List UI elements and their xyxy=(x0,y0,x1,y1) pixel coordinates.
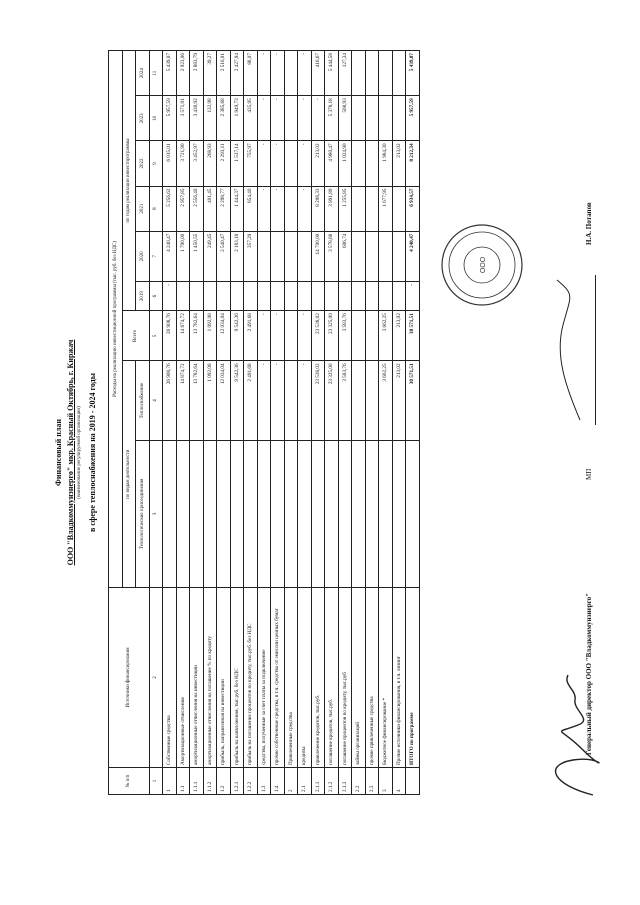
source-name-cell: Привлеченные средства xyxy=(284,588,298,768)
year-header: 2023 xyxy=(136,96,150,141)
value-cell: 1 092,08 xyxy=(203,311,217,361)
finance-table xyxy=(108,50,420,795)
col-number: 6 xyxy=(149,281,163,310)
value-cell: 1 677,95 xyxy=(379,186,393,231)
year-header: 2024 xyxy=(136,51,150,96)
signer-position: Генеральный директор ООО "Владкоммунэнерго" xyxy=(585,592,593,755)
value-cell xyxy=(217,440,231,587)
value-cell xyxy=(298,440,312,587)
value-cell: 2 491,68 xyxy=(244,361,258,440)
row-number-cell: 2.1 xyxy=(298,768,312,795)
source-name-cell: прочие привлеченные средства xyxy=(365,588,379,768)
col-number: 8 xyxy=(149,186,163,231)
row-number-cell xyxy=(406,768,420,795)
source-name-cell: погашение процентов по кредиту, тыс.руб xyxy=(338,588,352,768)
value-cell: 30 571,51 xyxy=(406,311,420,361)
col-number: 7 xyxy=(149,231,163,281)
value-cell xyxy=(379,51,393,96)
value-cell: - xyxy=(271,96,285,141)
value-cell: - xyxy=(271,361,285,440)
value-cell xyxy=(271,281,285,310)
value-cell xyxy=(244,281,258,310)
value-cell: 26 908,76 xyxy=(163,311,177,361)
activity-group-header: по видам деятельности xyxy=(122,361,136,588)
value-cell: - xyxy=(298,96,312,141)
value-cell xyxy=(352,281,366,310)
expenses-group-header: Расходы на реализацию инвестиционной программы (тыс. руб. без НДС) xyxy=(109,51,123,588)
value-cell xyxy=(190,281,204,310)
value-cell: 5 439,07 xyxy=(406,51,420,96)
value-cell: - xyxy=(298,141,312,186)
value-cell: 2 183,18 xyxy=(230,231,244,281)
value-cell: 3 662,25 xyxy=(379,311,393,361)
source-name-cell: амортизационные отчисления на погашение % по кредиту xyxy=(203,588,217,768)
value-cell xyxy=(284,96,298,141)
value-cell: 23 538,02 xyxy=(311,361,325,440)
row-number-cell: 1.2.2 xyxy=(244,768,258,795)
table-row xyxy=(190,51,204,795)
value-cell: 1 537,14 xyxy=(230,141,244,186)
row-number-cell: 1.1.2 xyxy=(203,768,217,795)
value-cell: - xyxy=(298,51,312,96)
value-cell: 1 092,08 xyxy=(203,361,217,440)
table-row xyxy=(325,51,339,795)
value-cell xyxy=(311,281,325,310)
value-cell xyxy=(352,141,366,186)
value-cell xyxy=(325,440,339,587)
value-cell: 14 874,72 xyxy=(176,311,190,361)
value-cell: 14 700,00 xyxy=(311,231,325,281)
value-cell xyxy=(338,281,352,310)
value-cell: 249,45 xyxy=(203,231,217,281)
value-cell: 9 542,36 xyxy=(230,361,244,440)
value-cell: 9 542,36 xyxy=(230,311,244,361)
sphere-line: в сфере теплоснабжения на 2019 - 2024 годы xyxy=(88,373,97,532)
row-number-cell: 2.1.1 xyxy=(311,768,325,795)
heat-supply-header: Теплоснабжение xyxy=(136,361,150,440)
value-cell: 39,27 xyxy=(203,51,217,96)
value-cell: - xyxy=(257,141,271,186)
value-cell xyxy=(284,440,298,587)
value-cell: 568,93 xyxy=(338,96,352,141)
value-cell: 3 991,89 xyxy=(325,186,339,231)
value-cell: 13 782,64 xyxy=(190,311,204,361)
value-cell: 606,74 xyxy=(338,231,352,281)
director-signature xyxy=(545,275,585,425)
value-cell: 2 298,77 xyxy=(217,186,231,231)
table-row xyxy=(244,51,258,795)
value-cell: - xyxy=(257,361,271,440)
row-number-cell: 1.2 xyxy=(217,768,231,795)
table-row xyxy=(163,51,177,795)
value-cell: 2 540,47 xyxy=(217,231,231,281)
signer-name: Н.А. Потапов xyxy=(585,202,593,245)
table-row xyxy=(392,51,406,795)
value-cell xyxy=(284,231,298,281)
table-body xyxy=(163,51,420,795)
value-cell: 2 957,85 xyxy=(176,186,190,231)
year-header: 2022 xyxy=(136,141,150,186)
value-cell xyxy=(176,281,190,310)
row-number-cell: 4 xyxy=(392,768,406,795)
row-number-cell: 2.1.3 xyxy=(338,768,352,795)
value-cell: - xyxy=(298,311,312,361)
table-row xyxy=(217,51,231,795)
value-cell: - xyxy=(406,281,420,310)
source-name-cell: прибыль, направленная на инвестиции xyxy=(217,588,231,768)
value-cell: 2 427,94 xyxy=(230,51,244,96)
value-cell xyxy=(244,440,258,587)
value-cell xyxy=(365,96,379,141)
source-name-cell: Прочие источники финансирования, в т.ч. лизинг xyxy=(392,588,406,768)
source-name-cell: Собственные средства xyxy=(163,588,177,768)
value-cell: 416,67 xyxy=(311,51,325,96)
year-header: 2019 xyxy=(136,281,150,310)
value-cell xyxy=(365,440,379,587)
value-cell xyxy=(365,281,379,310)
value-cell: 268,93 xyxy=(203,141,217,186)
row-number-cell: 3 xyxy=(379,768,393,795)
col-number: 1 xyxy=(149,768,163,795)
value-cell: 14 874,72 xyxy=(176,361,190,440)
source-name-cell: прочие собственные средства, в т.ч. средства от эмиссии ценных бумаг xyxy=(271,588,285,768)
table-row xyxy=(203,51,217,795)
value-cell xyxy=(284,186,298,231)
value-cell: - xyxy=(257,51,271,96)
value-cell xyxy=(163,440,177,587)
value-cell: 213,02 xyxy=(311,141,325,186)
source-name-cell: ИТОГО по программе xyxy=(406,588,420,768)
table-row xyxy=(284,51,298,795)
table-row xyxy=(311,51,325,795)
source-name-cell: амортизационные отчисления на инвестиции xyxy=(190,588,204,768)
table-row xyxy=(379,51,393,795)
col-number: 3 xyxy=(149,440,163,587)
value-cell: 2 491,68 xyxy=(244,311,258,361)
table-row xyxy=(352,51,366,795)
value-cell: 8 208,33 xyxy=(311,186,325,231)
value-cell: 401,45 xyxy=(203,186,217,231)
value-cell: 435,95 xyxy=(244,96,258,141)
value-cell: - xyxy=(257,96,271,141)
value-cell xyxy=(257,440,271,587)
table-row xyxy=(338,51,352,795)
years-group-header: по годам реализации инвестпрограммы xyxy=(122,51,136,311)
value-cell: 12 034,04 xyxy=(217,311,231,361)
value-cell: 1 949,73 xyxy=(230,96,244,141)
value-cell: - xyxy=(271,51,285,96)
value-cell: 4 240,47 xyxy=(406,231,420,281)
table-row xyxy=(365,51,379,795)
col-no-header: № п/п xyxy=(109,768,150,795)
value-cell: - xyxy=(257,186,271,231)
col-number: 5 xyxy=(149,311,163,361)
value-cell: 5 957,59 xyxy=(406,96,420,141)
col-source-header: Источники финансирования xyxy=(109,588,150,768)
value-cell xyxy=(352,96,366,141)
value-cell: 2 883,79 xyxy=(190,51,204,96)
col-number: 2 xyxy=(149,588,163,768)
value-cell: 2 385,68 xyxy=(217,96,231,141)
value-cell xyxy=(352,440,366,587)
value-cell: 5 378,18 xyxy=(325,96,339,141)
value-cell: 1 444,37 xyxy=(230,186,244,231)
col-number: 11 xyxy=(149,51,163,96)
value-cell xyxy=(271,440,285,587)
value-cell: 30 571,51 xyxy=(406,361,420,440)
row-number-cell: 1.1 xyxy=(176,768,190,795)
handwritten-signature xyxy=(533,665,613,805)
row-number-cell: 1.3 xyxy=(257,768,271,795)
value-cell: - xyxy=(271,141,285,186)
value-cell xyxy=(230,440,244,587)
row-number-cell: 2.3 xyxy=(365,768,379,795)
row-number-cell: 2.2 xyxy=(352,768,366,795)
value-cell xyxy=(392,281,406,310)
value-cell: - xyxy=(163,281,177,310)
signature-line xyxy=(595,275,596,425)
value-cell xyxy=(284,51,298,96)
value-cell: - xyxy=(298,186,312,231)
source-name-cell: погашение кредитов, тыс.руб. xyxy=(325,588,339,768)
value-cell xyxy=(271,231,285,281)
value-cell xyxy=(379,440,393,587)
value-cell: 2 293,11 xyxy=(217,141,231,186)
value-cell: 5 444,58 xyxy=(325,51,339,96)
value-cell: 5 439,07 xyxy=(163,51,177,96)
value-cell xyxy=(352,186,366,231)
value-cell xyxy=(338,440,352,587)
value-cell xyxy=(257,231,271,281)
value-cell xyxy=(298,231,312,281)
seal-place-label: МП xyxy=(585,468,593,480)
value-cell xyxy=(325,281,339,310)
value-cell xyxy=(365,141,379,186)
company-name: ООО "Владкоммунэнерго" мкр. Красный Октябрь, г. Киржач xyxy=(66,339,75,566)
value-cell xyxy=(298,281,312,310)
company-caption: (наименование регулируемой организации) xyxy=(77,406,82,499)
value-cell xyxy=(365,231,379,281)
row-number-cell: 1.1.1 xyxy=(190,768,204,795)
value-cell xyxy=(365,51,379,96)
value-cell: 5 256,62 xyxy=(163,186,177,231)
value-cell xyxy=(352,361,366,440)
tech-connect-header: Технологические присоединения xyxy=(136,440,150,587)
value-cell: 8 212,34 xyxy=(406,141,420,186)
value-cell: 3 452,97 xyxy=(190,141,204,186)
table-row xyxy=(271,51,285,795)
value-cell: 6 015,01 xyxy=(163,141,177,186)
value-cell xyxy=(217,281,231,310)
source-name-cell: прибыль на капвложения, тыс.руб. без НДС xyxy=(230,588,244,768)
col-number: 4 xyxy=(149,361,163,440)
table-row xyxy=(257,51,271,795)
year-header: 2020 xyxy=(136,231,150,281)
value-cell xyxy=(230,281,244,310)
value-cell: 3 583,76 xyxy=(338,311,352,361)
value-cell: 213,02 xyxy=(392,361,406,440)
value-cell: 4 240,47 xyxy=(163,231,177,281)
value-cell: 3 721,90 xyxy=(176,141,190,186)
value-cell xyxy=(284,141,298,186)
doc-title: Финансовый план xyxy=(54,419,63,486)
value-cell: 3 571,91 xyxy=(176,96,190,141)
value-cell: 4 980,47 xyxy=(325,141,339,186)
value-cell xyxy=(311,440,325,587)
value-cell: 3 438,92 xyxy=(190,96,204,141)
value-cell: 5 957,59 xyxy=(163,96,177,141)
value-cell: 213,02 xyxy=(392,141,406,186)
row-number-cell: 1 xyxy=(163,768,177,795)
value-cell xyxy=(379,281,393,310)
source-name-cell: Амортизационные отчисления xyxy=(176,588,190,768)
value-cell: 6 934,57 xyxy=(406,186,420,231)
value-cell: 3 662,25 xyxy=(379,361,393,440)
value-cell: 23 325,00 xyxy=(325,311,339,361)
value-cell xyxy=(392,231,406,281)
col-number: 9 xyxy=(149,141,163,186)
value-cell xyxy=(352,51,366,96)
value-cell xyxy=(176,440,190,587)
table-row xyxy=(230,51,244,795)
source-name-cell: привлечение кредитов, тыс.руб. xyxy=(311,588,325,768)
value-cell xyxy=(190,440,204,587)
table-row xyxy=(406,51,420,795)
row-number-cell: 1.2.1 xyxy=(230,768,244,795)
value-cell: 755,97 xyxy=(244,141,258,186)
value-cell xyxy=(203,440,217,587)
col-number: 10 xyxy=(149,96,163,141)
value-cell: 1 700,00 xyxy=(176,231,190,281)
value-cell xyxy=(284,311,298,361)
value-cell: 1 984,30 xyxy=(379,141,393,186)
value-cell: 3 583,76 xyxy=(338,361,352,440)
value-cell xyxy=(203,281,217,310)
source-name-cell: Бюджетное финансирование * xyxy=(379,588,393,768)
value-cell: 26 908,76 xyxy=(163,361,177,440)
company-seal-stamp xyxy=(440,223,524,307)
table-row xyxy=(176,51,190,795)
value-cell: - xyxy=(298,361,312,440)
value-cell xyxy=(392,96,406,141)
value-cell: 1 024,90 xyxy=(338,141,352,186)
value-cell: - xyxy=(271,311,285,361)
source-name-cell: средства, полученные за счет платы за подключение xyxy=(257,588,271,768)
source-name-cell: прибыль на погашение процентов по кредиту, тыс.руб. без НДС xyxy=(244,588,258,768)
column-number-row xyxy=(149,51,163,795)
value-cell: 3 578,88 xyxy=(325,231,339,281)
row-number-cell: 2 xyxy=(284,768,298,795)
value-cell xyxy=(392,51,406,96)
value-cell: 23 325,00 xyxy=(325,361,339,440)
value-cell: 2 516,01 xyxy=(217,51,231,96)
value-cell: - xyxy=(311,96,325,141)
value-cell: 132,98 xyxy=(203,96,217,141)
value-cell xyxy=(406,440,420,587)
value-cell xyxy=(284,281,298,310)
value-cell: - xyxy=(257,311,271,361)
value-cell: 2 556,40 xyxy=(190,186,204,231)
value-cell: 1 255,85 xyxy=(338,186,352,231)
row-number-cell: 2.1.2 xyxy=(325,768,339,795)
value-cell xyxy=(365,186,379,231)
value-cell: 213,02 xyxy=(392,311,406,361)
value-cell: 2 923,06 xyxy=(176,51,190,96)
source-name-cell: кредиты xyxy=(298,588,312,768)
source-name-cell: займы организаций xyxy=(352,588,366,768)
value-cell: 357,29 xyxy=(244,231,258,281)
value-cell xyxy=(365,311,379,361)
total-header: Всего xyxy=(122,311,149,361)
table-row xyxy=(298,51,312,795)
value-cell: 13 782,64 xyxy=(190,361,204,440)
value-cell xyxy=(352,311,366,361)
value-cell xyxy=(257,281,271,310)
value-cell: 23 538,02 xyxy=(311,311,325,361)
value-cell: 12 034,04 xyxy=(217,361,231,440)
value-cell: 88,07 xyxy=(244,51,258,96)
value-cell xyxy=(379,96,393,141)
value-cell xyxy=(392,186,406,231)
svg-text:ООО: ООО xyxy=(480,256,487,274)
value-cell xyxy=(284,361,298,440)
value-cell xyxy=(379,231,393,281)
year-header: 2021 xyxy=(136,186,150,231)
value-cell xyxy=(352,231,366,281)
value-cell: 127,34 xyxy=(338,51,352,96)
row-number-cell: 1.4 xyxy=(271,768,285,795)
value-cell: - xyxy=(271,186,285,231)
value-cell xyxy=(392,440,406,587)
value-cell: 854,40 xyxy=(244,186,258,231)
value-cell: 1 450,55 xyxy=(190,231,204,281)
value-cell xyxy=(365,361,379,440)
